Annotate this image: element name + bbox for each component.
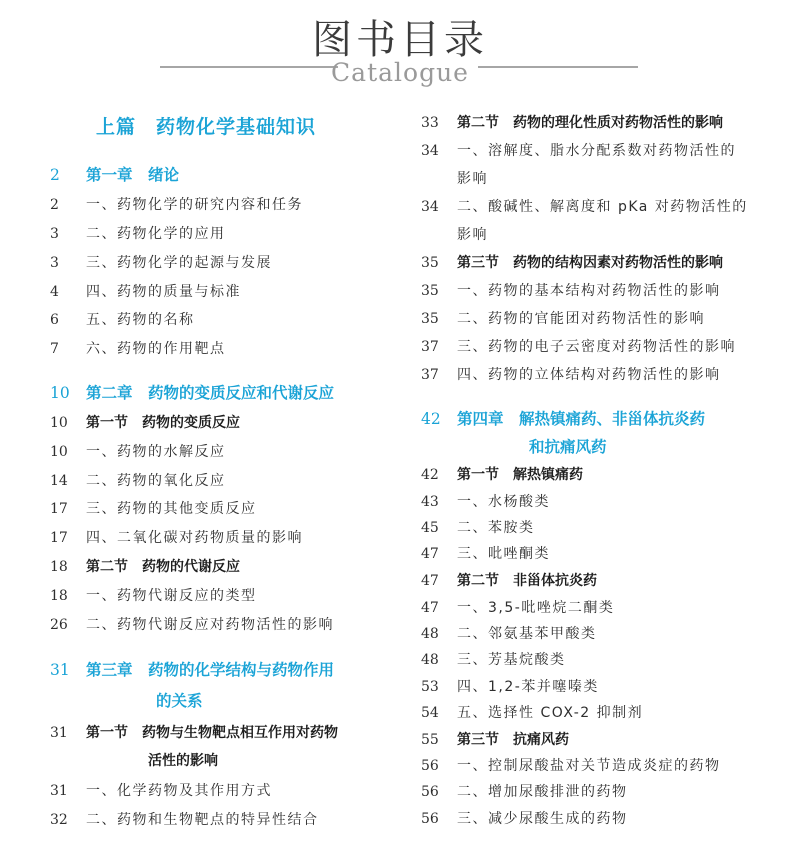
page-number: 4 [50,284,59,300]
page-number: 31 [50,661,70,679]
entry-label: 四、药物的质量与标准 [86,284,241,300]
toc-item[interactable] [421,783,761,801]
catalog-title: 图书目录 [312,17,488,63]
page-number: 31 [50,783,68,799]
toc-item[interactable] [421,338,761,356]
page-number: 35 [421,255,439,271]
page-number: 56 [421,758,439,774]
page-number: 56 [421,784,439,800]
page-number: 7 [50,341,59,357]
toc-chapter[interactable] [421,410,781,456]
entry-label-continued: 活性的影响 [148,753,218,769]
entry-label: 二、药物代谢反应对药物活性的影响 [86,617,334,633]
entry-label: 二、药物的氧化反应 [86,473,226,489]
entry-label: 五、药物的名称 [86,312,195,328]
toc-item[interactable] [50,340,380,358]
toc-chapter[interactable] [50,384,380,402]
toc-item[interactable] [50,443,380,461]
entry-label: 三、减少尿酸生成的药物 [457,811,628,827]
toc-item[interactable] [50,254,380,272]
toc-item[interactable] [50,472,380,490]
toc-section[interactable] [421,572,761,590]
entry-label: 第一章 绪论 [86,166,180,184]
page-number: 10 [50,444,68,460]
toc-item[interactable] [421,198,761,244]
page-number: 34 [421,199,439,215]
page-number: 2 [50,197,59,213]
page-number: 32 [50,812,68,828]
toc-section[interactable] [421,254,781,272]
entry-label: 第二章 药物的变质反应和代谢反应 [86,384,335,402]
entry-label: 二、增加尿酸排泄的药物 [457,784,628,800]
toc-chapter[interactable] [50,166,380,184]
toc-item[interactable] [421,493,761,511]
page-number: 48 [421,626,439,642]
page-number: 17 [50,530,68,546]
entry-label: 三、吡唑酮类 [457,546,550,562]
page-number: 14 [50,473,68,489]
entry-label: 四、药物的立体结构对药物活性的影响 [457,367,721,383]
entry-label: 一、溶解度、脂水分配系数对药物活性的 [457,143,736,159]
page-number: 10 [50,384,70,402]
entry-label: 二、苯胺类 [457,520,535,536]
toc-item[interactable] [50,500,380,518]
entry-label: 二、酸碱性、解离度和 pKa 对药物活性的 [457,199,748,215]
toc-item[interactable] [50,529,380,547]
toc-section[interactable] [50,558,380,576]
catalog-subtitle: Catalogue [331,58,469,87]
toc-item[interactable] [421,810,761,828]
toc-section[interactable] [50,724,390,770]
entry-label: 三、药物的电子云密度对药物活性的影响 [457,339,736,355]
entry-label: 二、药物的官能团对药物活性的影响 [457,311,705,327]
toc-item[interactable] [421,651,761,669]
toc-item[interactable] [421,599,761,617]
toc-item[interactable] [421,282,761,300]
entry-label: 三、芳基烷酸类 [457,652,566,668]
entry-label: 一、药物代谢反应的类型 [86,588,257,604]
toc-item[interactable] [50,587,380,605]
toc-item[interactable] [50,196,380,214]
entry-label: 二、药物和生物靶点的特异性结合 [86,812,319,828]
toc-item[interactable] [50,283,380,301]
entry-label-continued: 影响 [457,171,488,187]
entry-label: 六、药物的作用靶点 [86,341,226,357]
entry-label: 第三章 药物的化学结构与药物作用 [86,661,335,679]
toc-item[interactable] [421,142,761,188]
page-number: 26 [50,617,68,633]
page-number: 31 [50,725,68,741]
page-number: 56 [421,811,439,827]
page-number: 35 [421,311,439,327]
entry-label: 一、药物的基本结构对药物活性的影响 [457,283,721,299]
page-number: 42 [421,467,439,483]
toc-item[interactable] [50,811,380,829]
toc-section[interactable] [421,466,761,484]
toc-item[interactable] [421,625,761,643]
toc-item[interactable] [421,366,761,384]
entry-label: 五、选择性 COX-2 抑制剂 [457,705,644,721]
page-number: 54 [421,705,439,721]
entry-label-continued: 和抗痛风药 [529,438,607,456]
toc-section[interactable] [421,731,761,749]
entry-label: 第三节 抗痛风药 [457,732,569,748]
page-number: 3 [50,226,59,242]
page-number: 42 [421,410,441,428]
entry-label: 第二节 非甾体抗炎药 [457,573,597,589]
page-number: 37 [421,367,439,383]
page-number: 18 [50,588,68,604]
toc-item[interactable] [421,757,761,775]
toc-item[interactable] [421,704,761,722]
entry-label: 第四章 解热镇痛药、非甾体抗炎药 [457,410,706,428]
toc-item[interactable] [421,310,761,328]
page-number: 45 [421,520,439,536]
entry-label: 第一节 药物与生物靶点相互作用对药物 [86,725,338,741]
entry-label: 第一节 药物的变质反应 [86,415,240,431]
page-number: 53 [421,679,439,695]
page-number: 33 [421,115,439,131]
toc-item[interactable] [421,519,761,537]
entry-label: 第二节 药物的理化性质对药物活性的影响 [457,115,723,131]
page-number: 10 [50,415,68,431]
page-number: 47 [421,600,439,616]
page-number: 34 [421,143,439,159]
page-number: 47 [421,573,439,589]
entry-label: 一、药物化学的研究内容和任务 [86,197,303,213]
entry-label: 一、控制尿酸盐对关节造成炎症的药物 [457,758,721,774]
toc-item[interactable] [421,545,761,563]
page-number: 48 [421,652,439,668]
page-number: 47 [421,546,439,562]
entry-label: 一、化学药物及其作用方式 [86,783,272,799]
page-number: 37 [421,339,439,355]
entry-label: 一、3,5-吡唑烷二酮类 [457,600,615,616]
entry-label: 二、邻氨基苯甲酸类 [457,626,597,642]
toc-item[interactable] [50,782,380,800]
entry-label: 三、药物化学的起源与发展 [86,255,272,271]
toc-section[interactable] [421,114,781,132]
toc-item[interactable] [421,678,761,696]
entry-label: 四、1,2-苯并噻嗪类 [457,679,599,695]
entry-label: 第一节 解热镇痛药 [457,467,583,483]
entry-label: 二、药物化学的应用 [86,226,226,242]
page-number: 6 [50,312,59,328]
toc-chapter[interactable] [50,661,390,710]
entry-label: 四、二氧化碳对药物质量的影响 [86,530,303,546]
page-number: 18 [50,559,68,575]
page-number: 17 [50,501,68,517]
entry-label: 一、水杨酸类 [457,494,550,510]
entry-label: 第二节 药物的代谢反应 [86,559,240,575]
entry-label-continued: 影响 [457,227,488,243]
entry-label: 第三节 药物的结构因素对药物活性的影响 [457,255,723,271]
entry-label-continued: 的关系 [156,692,203,710]
toc-item[interactable] [50,225,380,243]
page-number: 43 [421,494,439,510]
page-number: 35 [421,283,439,299]
entry-label: 三、药物的其他变质反应 [86,501,257,517]
page-number: 2 [50,166,60,184]
toc-item[interactable] [50,616,380,634]
page-number: 55 [421,732,439,748]
toc-section[interactable] [50,414,380,432]
entry-label: 一、药物的水解反应 [86,444,226,460]
part-title: 上篇 药物化学基础知识 [96,116,317,138]
toc-item[interactable] [50,311,380,329]
page-number: 3 [50,255,59,271]
